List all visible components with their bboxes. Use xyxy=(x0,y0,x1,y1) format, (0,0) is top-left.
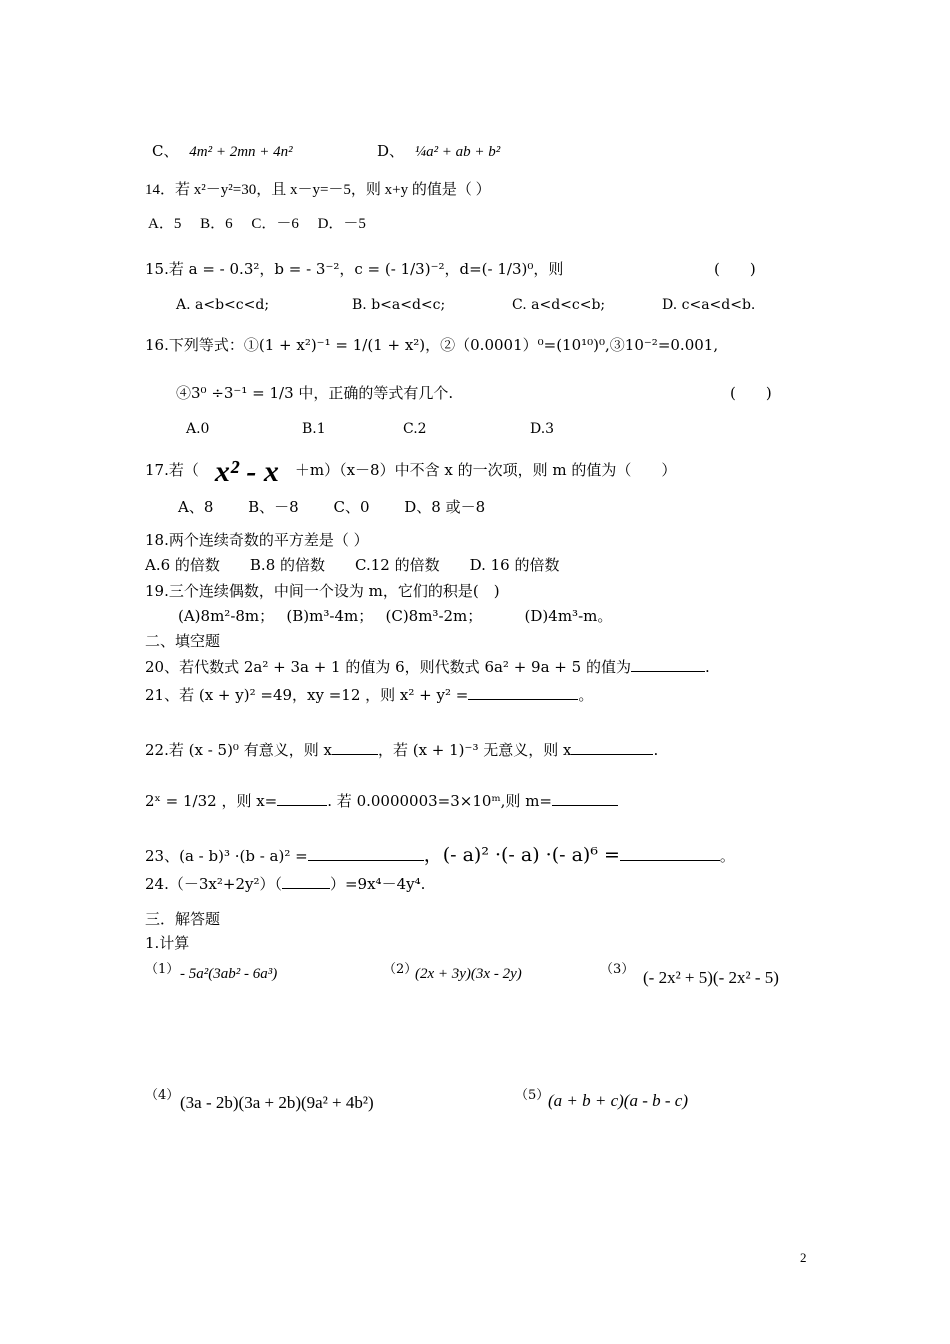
q22-line2-b: . 若 0.0000003=3×10ᵐ,则 m= xyxy=(327,792,552,810)
q24-blank[interactable] xyxy=(282,887,330,889)
q15-option-a: A. a<b<c<d; xyxy=(176,297,270,313)
q22-blank-4[interactable] xyxy=(552,804,618,806)
q22-line2-a: 2ˣ = 1/32 ，则 x= xyxy=(145,792,278,810)
q15-paren: ( ) xyxy=(714,260,756,278)
calc-p2-math: (2x + 3y)(3x - 2y) xyxy=(415,966,522,982)
calc-p3-math: (- 2x² + 5)(- 2x² - 5) xyxy=(643,968,779,987)
q13-option-c-math: 4m² + 2mn + 4n² xyxy=(189,144,293,160)
q24-part2: ）=9x⁴－4y⁴. xyxy=(329,875,426,893)
calc-p4-math: (3a - 2b)(3a + 2b)(9a² + 4b²) xyxy=(180,1093,374,1112)
q22-end: . xyxy=(653,741,659,759)
q23-blank-2[interactable] xyxy=(620,859,720,861)
q22-line2 xyxy=(145,790,618,811)
q16-option-d: D.3 xyxy=(530,421,555,437)
q20-end: . xyxy=(704,658,710,676)
q18-options: A.6 的倍数 B.8 的倍数 C.12 的倍数 D. 16 的倍数 xyxy=(145,556,560,574)
q23-part2: ，(- a)² ·(- a) ·(- a)⁶ = xyxy=(423,844,620,866)
q21-answer-blank[interactable] xyxy=(468,698,578,700)
section-solve-heading: 三．解答题 xyxy=(145,910,221,928)
q13-option-d-label: D、 xyxy=(377,142,405,160)
q17-prefix: 17.若（ xyxy=(145,461,199,479)
q21-text: 21、若 (x + y)² =49，xy =12 ，则 x² + y² = xyxy=(145,686,469,704)
q15-option-d: D. c<a<d<b. xyxy=(662,297,756,313)
q14-options: A．5 B．6 C．－6 D．－5 xyxy=(148,216,366,232)
q17-options: A、8 B、－8 C、0 D、8 或－8 xyxy=(178,498,486,516)
q13-option-c xyxy=(152,140,293,161)
q23-blank-1[interactable] xyxy=(308,859,424,861)
q22-blank-2[interactable] xyxy=(571,753,653,755)
q21-end: 。 xyxy=(578,686,594,704)
q13-option-c-label: C、 xyxy=(152,142,179,160)
q15-option-c: C. a<d<c<b; xyxy=(512,297,606,313)
calc-p4-label: （4） xyxy=(145,1088,180,1103)
q17-suffix: ＋m）（x－8）中不含 x 的一次项，则 m 的值为（ ） xyxy=(294,461,677,479)
q16-option-c: C.2 xyxy=(403,421,427,437)
calc-p5-math: (a + b + c)(a - b - c) xyxy=(548,1091,689,1110)
calc-p3-label: （3） xyxy=(600,962,635,977)
q17-big-math: x² - x xyxy=(214,455,279,488)
q19-stem: 19.三个连续偶数，中间一个设为 m，它们的积是( ) xyxy=(145,582,500,600)
q16-line2: ④3⁰ ÷3⁻¹ = 1/3 中，正确的等式有几个. xyxy=(176,384,454,402)
section-fill-in-heading: 二、填空题 xyxy=(145,632,221,650)
q24-part1: 24.（－3x²+2y²）（ xyxy=(145,875,282,893)
q13-option-d-math: ¼a² + ab + b² xyxy=(414,144,501,160)
calc-p5-label: （5） xyxy=(515,1088,550,1103)
q22-line1 xyxy=(145,739,658,760)
q15-stem: 15.若 a = - 0.3²，b = - 3⁻²，c = (- 1/3)⁻²，d=(- 1/3)⁰，则 xyxy=(145,260,564,278)
q24 xyxy=(145,873,425,894)
q22-blank-1[interactable] xyxy=(332,753,378,755)
q20 xyxy=(145,656,710,677)
q23 xyxy=(145,840,735,867)
q16-option-a: A.0 xyxy=(186,421,210,437)
q19-options: (A)8m²-8m； (B)m³-4m； (C)8m³-2m； (D)4m³-m。 xyxy=(178,607,613,625)
q22-part1: 22.若 (x - 5)⁰ 有意义，则 x xyxy=(145,741,332,759)
q21 xyxy=(145,684,593,705)
q20-text: 20、若代数式 2a² + 3a + 1 的值为 6，则代数式 6a² + 9a + 5 的值为 xyxy=(145,658,631,676)
q17-stem xyxy=(145,455,676,489)
q13-option-d xyxy=(377,140,500,161)
q20-answer-blank[interactable] xyxy=(631,670,705,672)
calc-p2-label: （2） xyxy=(383,962,418,977)
calc-title: 1.计算 xyxy=(145,934,190,952)
q22-part2: ，若 (x + 1)⁻³ 无意义，则 x xyxy=(377,741,572,759)
q23-part1: 23、(a - b)³ ·(b - a)² = xyxy=(145,847,308,865)
calc-p1-label: （1） xyxy=(145,962,180,977)
q16-stem: 16.下列等式：①(1 + x²)⁻¹ = 1/(1 + x²)，②（0.0001）⁰=(10¹⁰)⁰,③10⁻²=0.001, xyxy=(145,336,719,354)
q16-option-b: B.1 xyxy=(302,421,326,437)
q15-option-b: B. b<a<d<c; xyxy=(352,297,446,313)
q22-blank-3[interactable] xyxy=(277,804,327,806)
q23-end: 。 xyxy=(719,847,735,865)
q14-stem: 14．若 x²－y²=30，且 x－y=－5，则 x+y 的值是（ ） xyxy=(145,182,491,198)
q18-stem: 18.两个连续奇数的平方差是（ ） xyxy=(145,531,369,549)
q16-paren: ( ) xyxy=(730,384,772,402)
calc-p1-math: - 5a²(3ab² - 6a³) xyxy=(180,966,278,982)
page-number: 2 xyxy=(800,1250,807,1265)
